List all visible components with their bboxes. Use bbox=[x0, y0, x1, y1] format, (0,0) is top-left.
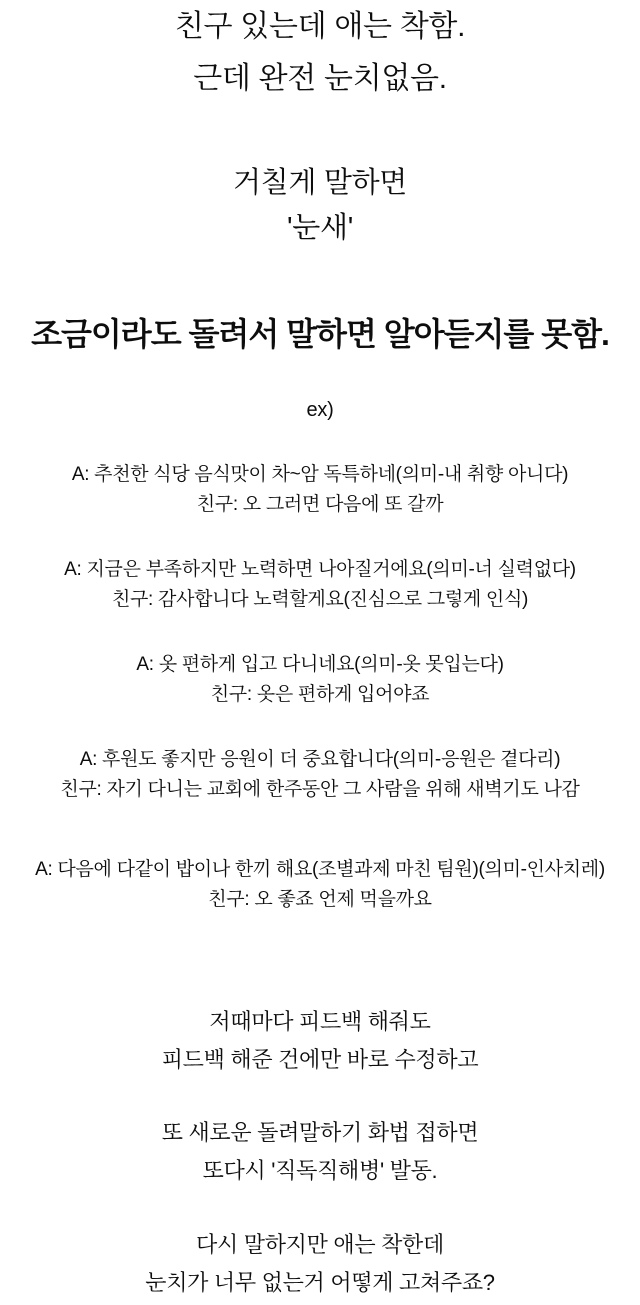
relapse-line-1: 또 새로운 돌려말하기 화법 접하면 bbox=[161, 1120, 479, 1145]
example-label: ex) bbox=[306, 399, 334, 421]
example-1-a-line: A: 추천한 식당 음식맛이 차~암 독특하네(의미-내 취향 아니다) bbox=[71, 464, 569, 485]
example-2-a-line: A: 지금은 부족하지만 노력하면 나아질거에요(의미-너 실력없다) bbox=[64, 559, 576, 580]
example-3-a-line: A: 옷 편하게 입고 다니네요(의미-옷 못입는다) bbox=[136, 654, 504, 675]
example-4-a-line: A: 후원도 좋지만 응원이 더 중요합니다(의미-응원은 곁다리) bbox=[79, 749, 561, 770]
headline-text: 조금이라도 돌려서 말하면 알아듣지를 못함. bbox=[31, 316, 609, 352]
rough-line-2: '눈새' bbox=[287, 212, 353, 244]
feedback-line-1: 저때마다 피드백 해줘도 bbox=[209, 1009, 431, 1034]
example-2-friend-line: 친구: 감사합니다 노력할게요(진심으로 그렇게 인식) bbox=[111, 589, 529, 610]
example-1-friend-line: 친구: 오 그러면 다음에 또 갈까 bbox=[196, 494, 444, 515]
intro-line-1: 친구 있는데 애는 착함. bbox=[174, 10, 466, 43]
example-3-friend-line: 친구: 옷은 편하게 입어야죠 bbox=[210, 684, 430, 705]
example-5-a-line: A: 다음에 다같이 밥이나 한끼 해요(조별과제 마친 팀원)(의미-인사치레) bbox=[35, 859, 605, 880]
closing-line-1: 다시 말하지만 애는 착한데 bbox=[196, 1232, 444, 1257]
relapse-line-2: 또다시 '직독직해병' 발동. bbox=[202, 1158, 438, 1183]
intro-line-2: 근데 완전 눈치없음. bbox=[193, 62, 447, 95]
closing-line-2: 눈치가 너무 없는거 어떻게 고쳐주죠? bbox=[145, 1270, 495, 1295]
example-4-friend-line: 친구: 자기 다니는 교회에 한주동안 그 사람을 위해 새벽기도 나감 bbox=[60, 779, 580, 800]
example-5-friend-line: 친구: 오 좋죠 언제 먹을까요 bbox=[208, 889, 432, 910]
feedback-line-2: 피드백 해준 건에만 바로 수정하고 bbox=[161, 1047, 479, 1072]
rough-line-1: 거칠게 말하면 bbox=[232, 167, 408, 199]
